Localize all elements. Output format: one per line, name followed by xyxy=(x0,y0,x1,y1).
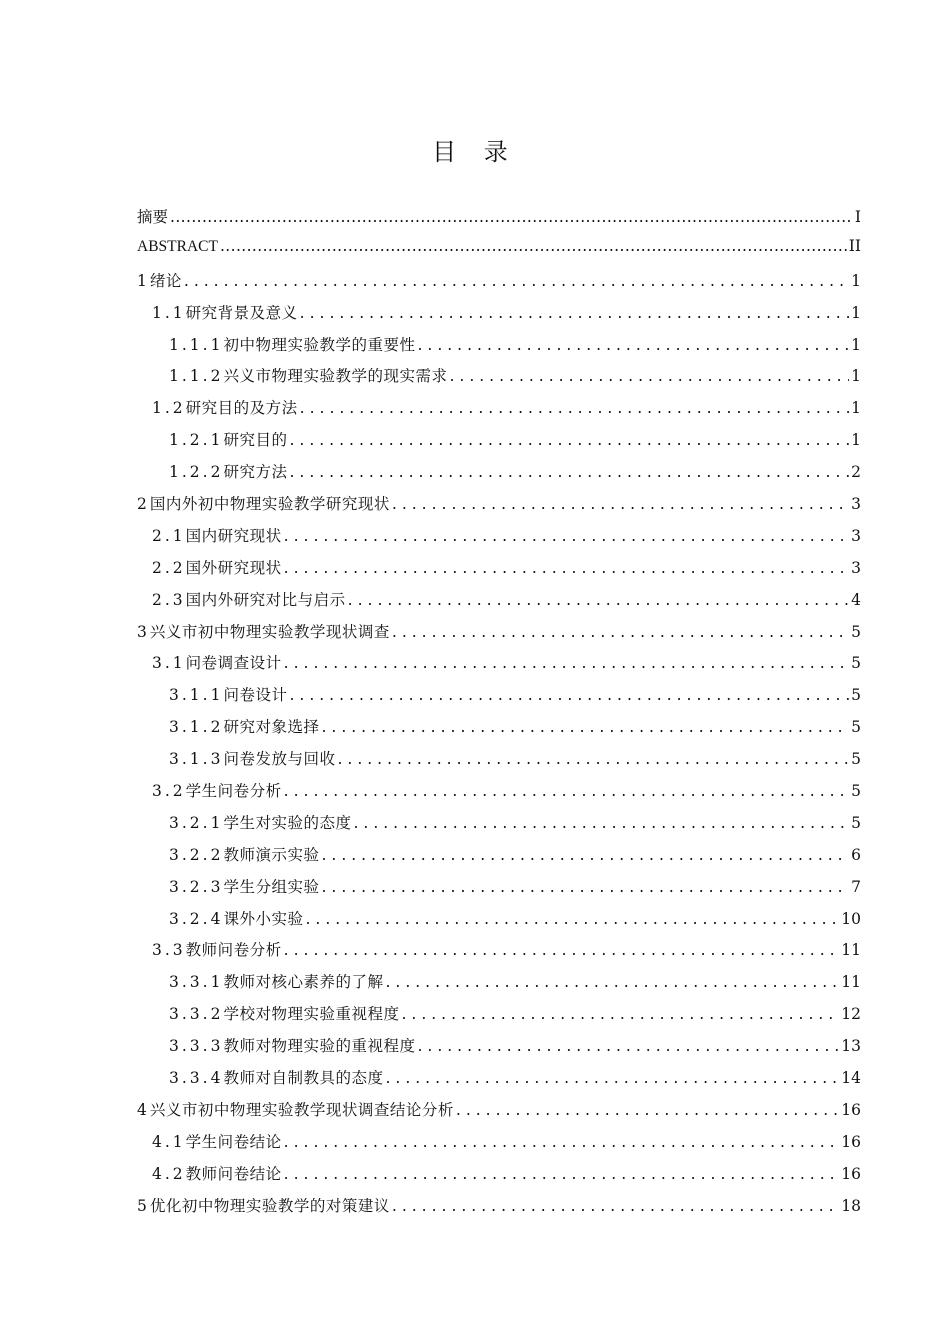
toc-entry-page-number: 5 xyxy=(851,686,861,705)
toc-entry-number: 1.2.1 xyxy=(169,431,224,450)
dot-leader xyxy=(385,973,839,991)
toc-entry-page-number: 1 xyxy=(851,367,861,386)
toc-entry-number: 2.1 xyxy=(152,526,186,545)
toc-entry[interactable] xyxy=(137,1130,861,1162)
toc-entry[interactable] xyxy=(137,715,861,747)
toc-entry-label: 优化初中物理实验教学的对策建议 xyxy=(149,1196,390,1215)
toc-entry-page-number: 6 xyxy=(851,845,861,864)
dot-leader xyxy=(289,686,849,704)
toc-entry[interactable] xyxy=(137,811,861,843)
dot-leader xyxy=(305,910,839,928)
toc-entry-page-number: 11 xyxy=(841,973,861,992)
toc-entry-label: 教师对核心素养的了解 xyxy=(223,973,384,992)
toc-entry-number: 3.3 xyxy=(152,941,186,960)
toc-entry-number: 3.2.1 xyxy=(169,813,224,832)
dot-leader xyxy=(300,399,849,417)
toc-entry[interactable] xyxy=(137,938,861,970)
toc-entry-label: 课外小实验 xyxy=(223,909,304,928)
dot-leader xyxy=(417,1037,839,1055)
toc-entry-label: 国内研究现状 xyxy=(185,526,282,545)
toc-entry-number: 1.2.2 xyxy=(169,463,224,482)
toc-entry[interactable] xyxy=(137,237,861,269)
dot-leader xyxy=(284,654,849,672)
toc-entry-number: 1.1 xyxy=(152,303,186,322)
toc-entry-label: 教师问卷结论 xyxy=(185,1164,282,1183)
toc-entry-number: 3.1 xyxy=(152,654,186,673)
dot-leader xyxy=(392,1197,839,1215)
dot-leader xyxy=(392,623,849,641)
toc-entry-label: 教师对物理实验的重视程度 xyxy=(223,1037,416,1056)
toc-entry-label: 问卷调查设计 xyxy=(185,654,282,673)
dot-leader xyxy=(284,941,840,959)
toc-entry[interactable] xyxy=(137,907,861,939)
toc-entry-number: 3 xyxy=(137,622,150,641)
toc-entry-page-number: 1 xyxy=(851,303,861,322)
dot-leader xyxy=(449,367,849,385)
toc-entry-label: ABSTRACT xyxy=(137,237,218,255)
toc-entry[interactable] xyxy=(137,205,861,237)
toc-entry[interactable] xyxy=(137,875,861,907)
toc-entry[interactable] xyxy=(137,970,861,1002)
toc-entry-page-number: 5 xyxy=(851,622,861,641)
dot-leader xyxy=(170,208,853,226)
toc-entry[interactable] xyxy=(137,1194,861,1226)
toc-entry-number: 1.1.2 xyxy=(169,367,224,386)
dot-leader xyxy=(321,846,849,864)
toc-entry[interactable] xyxy=(137,364,861,396)
toc-entry[interactable] xyxy=(137,1066,861,1098)
toc-entry-page-number: II xyxy=(848,236,861,255)
toc-entry[interactable] xyxy=(137,524,861,556)
toc-entry-page-number: 5 xyxy=(851,750,861,769)
dot-leader xyxy=(321,718,849,736)
toc-entry-page-number: 16 xyxy=(841,1164,861,1183)
dot-leader xyxy=(284,527,849,545)
toc-entry[interactable] xyxy=(137,301,861,333)
toc-entry-page-number: 16 xyxy=(841,1132,861,1151)
toc-entry-label: 教师问卷分析 xyxy=(185,941,282,960)
toc-entry-page-number: 14 xyxy=(841,1069,861,1088)
toc-entry-number: 3.1.3 xyxy=(169,750,224,769)
page-title: 目 录 xyxy=(432,138,518,166)
toc-entry-label: 学生问卷结论 xyxy=(185,1132,282,1151)
toc-entry-page-number: 7 xyxy=(851,877,861,896)
dot-leader xyxy=(348,591,849,609)
toc-entry-label: 研究背景及意义 xyxy=(185,303,298,322)
toc-entry-number: 1 xyxy=(137,271,150,290)
dot-leader xyxy=(300,304,849,322)
dot-leader xyxy=(284,1133,840,1151)
toc-entry-page-number: 11 xyxy=(841,941,861,960)
toc-entry-number: 3.3.4 xyxy=(169,1069,224,1088)
toc-entry[interactable] xyxy=(137,396,861,428)
toc-entry-label: 兴义市初中物理实验教学现状调查结论分析 xyxy=(149,1100,454,1119)
toc-entry-page-number: 12 xyxy=(841,1005,861,1024)
toc-entry-page-number: 3 xyxy=(851,526,861,545)
toc-entry-number: 3.1.1 xyxy=(169,686,224,705)
toc-entry-label: 兴义市物理实验教学的现实需求 xyxy=(223,367,448,386)
toc-entry-number: 3.1.2 xyxy=(169,718,224,737)
toc-entry-number: 3.2.3 xyxy=(169,877,224,896)
toc-entry[interactable] xyxy=(137,683,861,715)
dot-leader xyxy=(284,1165,840,1183)
toc-entry-page-number: 2 xyxy=(851,463,861,482)
toc-entry-label: 国内外研究对比与启示 xyxy=(185,590,346,609)
toc-entry-number: 3.3.3 xyxy=(169,1037,224,1056)
toc-entry-page-number: 1 xyxy=(851,271,861,290)
dot-leader xyxy=(337,750,849,768)
dot-leader xyxy=(289,463,849,481)
dot-leader xyxy=(284,782,849,800)
toc-entry-label: 兴义市初中物理实验教学现状调查 xyxy=(149,622,390,641)
toc-entry-page-number: 1 xyxy=(851,431,861,450)
toc-entry[interactable] xyxy=(137,651,861,683)
toc-entry-number: 5 xyxy=(137,1196,150,1215)
toc-entry[interactable] xyxy=(137,588,861,620)
toc-entry[interactable] xyxy=(137,428,861,460)
toc-entry-label: 学生分组实验 xyxy=(223,877,320,896)
toc-entry[interactable] xyxy=(137,747,861,779)
dot-leader xyxy=(392,495,849,513)
toc-entry-page-number: 10 xyxy=(841,909,861,928)
toc-entry-page-number: 1 xyxy=(851,335,861,354)
toc-entry-number: 4.2 xyxy=(152,1164,186,1183)
toc-entry[interactable] xyxy=(137,843,861,875)
toc-entry[interactable] xyxy=(137,1002,861,1034)
toc-entry-label: 研究对象选择 xyxy=(223,718,320,737)
toc-entry-label: 国内外初中物理实验教学研究现状 xyxy=(149,495,390,514)
toc-entry-label: 摘要 xyxy=(137,209,169,226)
dot-leader xyxy=(289,431,849,449)
toc-entry-label: 研究目的及方法 xyxy=(185,399,298,418)
toc-entry[interactable] xyxy=(137,333,861,365)
toc-entry-label: 学校对物理实验重视程度 xyxy=(223,1005,400,1024)
toc-entry-label: 教师演示实验 xyxy=(223,845,320,864)
toc-entry-number: 3.2 xyxy=(152,782,186,801)
toc-entry[interactable] xyxy=(137,269,861,301)
toc-entry-page-number: 5 xyxy=(851,718,861,737)
toc-entry-label: 国外研究现状 xyxy=(185,558,282,577)
toc-entry-number: 2 xyxy=(137,495,150,514)
toc-entry-page-number: 5 xyxy=(851,654,861,673)
toc-entry-number: 2.3 xyxy=(152,590,186,609)
toc-entry[interactable] xyxy=(137,1162,861,1194)
dot-leader xyxy=(353,814,849,832)
dot-leader xyxy=(456,1101,839,1119)
toc-entry-page-number: 18 xyxy=(841,1196,861,1215)
toc-entry-number: 3.3.1 xyxy=(169,973,224,992)
dot-leader xyxy=(417,336,849,354)
toc-entry-page-number: I xyxy=(854,208,861,226)
toc-entry-number: 3.2.2 xyxy=(169,845,224,864)
toc-entry-page-number: 3 xyxy=(851,495,861,514)
dot-leader xyxy=(220,237,847,255)
toc-entry-number: 2.2 xyxy=(152,558,186,577)
toc-entry-page-number: 16 xyxy=(841,1100,861,1119)
toc-entry[interactable] xyxy=(137,779,861,811)
table-of-contents xyxy=(137,205,861,1226)
toc-entry-label: 绪论 xyxy=(149,271,182,290)
toc-entry-label: 研究方法 xyxy=(223,463,288,482)
toc-entry[interactable] xyxy=(137,1034,861,1066)
toc-entry[interactable] xyxy=(137,492,861,524)
dot-leader xyxy=(401,1005,839,1023)
toc-entry-number: 1.2 xyxy=(152,399,186,418)
toc-entry[interactable] xyxy=(137,620,861,652)
toc-entry[interactable] xyxy=(137,460,861,492)
dot-leader xyxy=(184,272,849,290)
toc-entry-page-number: 5 xyxy=(851,813,861,832)
toc-entry-page-number: 5 xyxy=(851,782,861,801)
dot-leader xyxy=(321,878,849,896)
toc-entry-label: 研究目的 xyxy=(223,431,288,450)
toc-entry-label: 学生问卷分析 xyxy=(185,782,282,801)
toc-entry-label: 教师对自制教具的态度 xyxy=(223,1069,384,1088)
toc-entry-number: 3.2.4 xyxy=(169,909,224,928)
toc-entry-page-number: 3 xyxy=(851,558,861,577)
toc-entry-number: 4.1 xyxy=(152,1132,186,1151)
toc-entry[interactable] xyxy=(137,556,861,588)
toc-entry-number: 3.3.2 xyxy=(169,1005,224,1024)
toc-entry-label: 初中物理实验教学的重要性 xyxy=(223,335,416,354)
dot-leader xyxy=(385,1069,839,1087)
toc-entry-number: 4 xyxy=(137,1100,150,1119)
toc-entry-page-number: 4 xyxy=(851,590,861,609)
toc-entry-label: 学生对实验的态度 xyxy=(223,813,352,832)
toc-entry-page-number: 13 xyxy=(841,1037,861,1056)
toc-entry-label: 问卷发放与回收 xyxy=(223,750,336,769)
toc-entry-label: 问卷设计 xyxy=(223,686,288,705)
toc-entry[interactable] xyxy=(137,1098,861,1130)
toc-entry-page-number: 1 xyxy=(851,399,861,418)
toc-entry-number: 1.1.1 xyxy=(169,335,224,354)
dot-leader xyxy=(284,559,849,577)
